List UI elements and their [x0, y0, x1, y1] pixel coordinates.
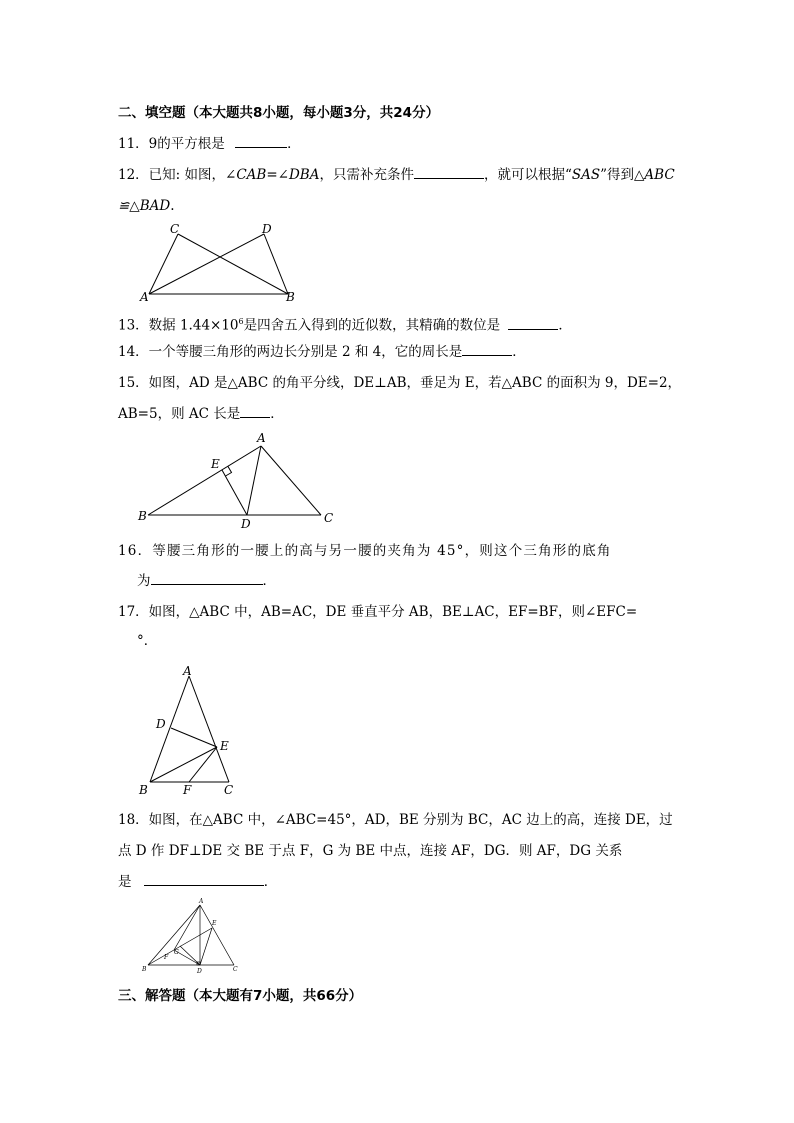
- q18-label-d: D: [197, 968, 202, 975]
- q17-figure: [135, 662, 250, 797]
- q18-end: ．: [263, 874, 278, 890]
- q17-label-c: C: [224, 783, 234, 797]
- question-16-line-2: [137, 572, 276, 590]
- q16-text-2: 为: [137, 573, 151, 589]
- q15-text-2: AB=5，则 AC 长是: [118, 406, 241, 422]
- q18-text-3: 是: [118, 874, 132, 890]
- q15-label-e: E: [211, 457, 220, 471]
- question-14: [118, 343, 526, 361]
- q17-label-e: E: [220, 739, 229, 753]
- q15-label-a: A: [257, 431, 266, 445]
- q17-label-d: D: [156, 717, 166, 731]
- question-18-line-2: [118, 842, 622, 860]
- q12-text-a: 12．已知: 如图，: [118, 167, 226, 183]
- q17-label-b: B: [139, 783, 148, 797]
- q15-answer-blank[interactable]: [240, 405, 270, 418]
- question-17-line-1: [118, 603, 637, 621]
- q18-figure: [138, 898, 243, 976]
- q16-end: ．: [262, 573, 276, 589]
- q12-congruence: ≌△BAD: [118, 198, 171, 214]
- q13-text-b: 是四舍五入得到的近似数，其精确的数位是: [243, 317, 501, 334]
- q17-label-a: A: [183, 664, 192, 678]
- question-16-line-1: [118, 542, 612, 560]
- q16-text-1: 16．等腰三角形的一腰上的高与另一腰的夹角为 45°，则这个三角形的底角: [118, 543, 612, 559]
- q11-answer-blank[interactable]: [235, 135, 287, 148]
- q15-end: ．: [270, 406, 284, 422]
- q18-label-a: A: [199, 898, 204, 905]
- question-17-line-2: [137, 632, 157, 650]
- q18-text-2: 点 D 作 DF⊥DE 交 BE 于点 F，G 为 BE 中点，连接 AF，DG．则 AF，DG 关系: [118, 843, 623, 859]
- section-3-heading: 三、解答题（本大题有7小题，共66分）: [118, 988, 363, 1004]
- q14-text: 14．一个等腰三角形的两边长分别是 2 和 4，它的周长是: [118, 344, 463, 360]
- question-13: [118, 313, 572, 335]
- question-12-line-2: [118, 197, 174, 215]
- q18-text-1: 18．如图，在△ABC 中，∠ABC=45°，AD，BE 分别为 BC，AC 边上的高，连接 DE，过: [118, 812, 673, 828]
- question-12-line-1: [118, 166, 675, 184]
- q12-abc: ABC: [644, 167, 675, 183]
- q11-end: ．: [287, 136, 301, 152]
- q13-text-a: 13．数据 1.44×10: [118, 317, 239, 334]
- q18-label-e: E: [212, 920, 217, 927]
- q18-answer-blank[interactable]: [144, 873, 264, 886]
- q13-end: ．: [558, 317, 572, 334]
- q12-angle-condition: ∠CAB=∠DBA: [225, 167, 320, 183]
- q18-label-g: G: [174, 949, 179, 956]
- q12-label-c: C: [170, 222, 180, 236]
- q12-label-d: D: [262, 222, 272, 236]
- q17-text-2: °．: [137, 633, 158, 649]
- q15-figure: [135, 428, 340, 533]
- q14-end: ．: [512, 344, 526, 360]
- q13-exponent: 6: [238, 317, 244, 326]
- q16-answer-blank[interactable]: [151, 572, 263, 585]
- q12-figure: [140, 222, 300, 304]
- section-2-heading: 二、填空题（本大题共8小题，每小题3分，共24分）: [118, 105, 440, 121]
- q15-text-1: 15．如图，AD 是△ABC 的角平分线，DE⊥AB，垂足为 E，若△ABC 的面积为 9，DE=2，: [118, 375, 682, 391]
- q12-label-a: A: [140, 290, 149, 304]
- question-15-line-2: [118, 405, 284, 423]
- q18-label-c: C: [233, 966, 238, 973]
- q12-label-b: B: [286, 290, 295, 304]
- q12-end: .: [170, 198, 175, 214]
- q12-sas: SAS: [571, 167, 601, 183]
- q12-text-c: ，就可以根据“: [483, 167, 572, 183]
- question-18-line-3: [118, 873, 277, 891]
- q15-label-c: C: [324, 511, 334, 525]
- question-15-line-1: [118, 374, 681, 392]
- question-11: [118, 135, 301, 153]
- question-18-line-1: [118, 811, 673, 829]
- q13-answer-blank[interactable]: [508, 317, 558, 330]
- q15-label-b: B: [138, 509, 147, 523]
- q12-answer-blank[interactable]: [414, 166, 484, 179]
- q12-text-b: ，只需补充条件: [319, 167, 414, 183]
- q14-answer-blank[interactable]: [462, 343, 512, 356]
- q12-text-d: ”得到△: [600, 167, 645, 183]
- q11-text: 11．9的平方根是: [118, 136, 225, 152]
- q18-label-b: B: [142, 966, 147, 973]
- q17-label-f: F: [183, 783, 192, 797]
- q18-label-f: F: [164, 954, 169, 961]
- q17-text-1: 17．如图，△ABC 中，AB=AC，DE 垂直平分 AB，BE⊥AC，EF=BF，则∠EFC=: [118, 604, 638, 620]
- q15-label-d: D: [241, 517, 251, 531]
